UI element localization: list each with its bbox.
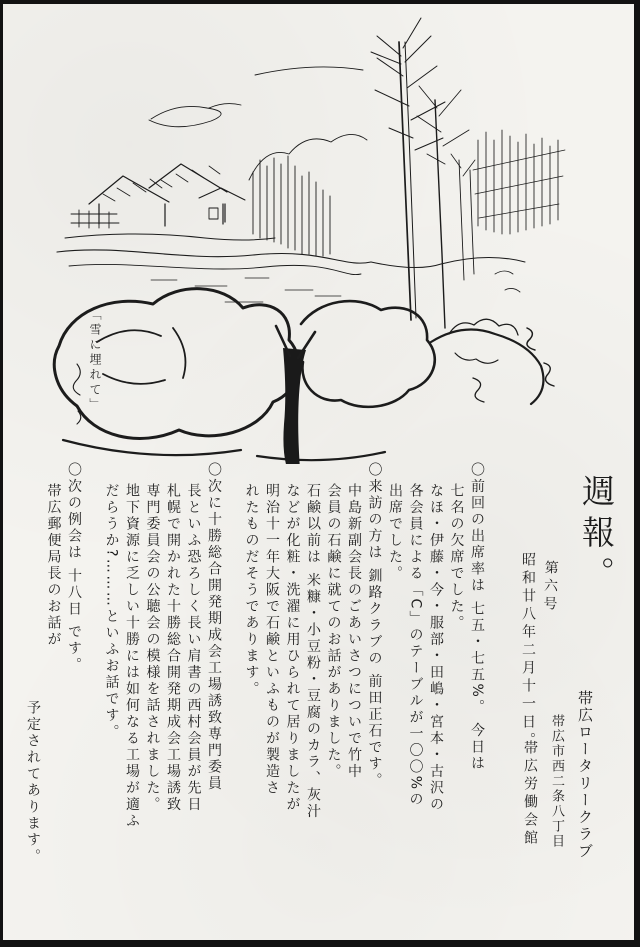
text-column: 七名の欠席でした。 <box>448 483 465 632</box>
stream <box>57 250 525 302</box>
bulletin-title: 週報。 <box>577 474 616 597</box>
artist-signature-scribble <box>73 364 80 424</box>
text-column: 予定されてあります。 <box>25 700 41 865</box>
text-column: 中島新副会長のごあいさつについで竹中 <box>346 483 362 780</box>
text-column: 明治十一年大阪で石鹸といふものが製造さ <box>264 483 280 797</box>
club-name: 帯広ロータリークラブ <box>576 690 594 860</box>
meeting-venue: 帯広労働会館 <box>522 740 538 848</box>
bare-trees <box>371 18 475 328</box>
text-column: 会員の石鹸に就てのお話がありました。 <box>325 483 342 780</box>
text-column: 長といふ恐ろしく長い肩書の西村会員が先日 <box>185 483 202 813</box>
text-column: 〇次の例会は 十八日 です。 <box>66 462 82 674</box>
text-column: 出席でした。 <box>387 483 403 582</box>
right-hatched-trees <box>473 130 565 234</box>
text-column: なほ・伊藤・今・服部・田嶋・宮本・古沢の <box>428 483 444 813</box>
issue-date: 昭和廿八年二月十一日。 <box>520 552 536 750</box>
text-column: 〇次に十勝総合開発期成会工場誘致専門委員 <box>206 462 222 792</box>
text-column: などが化粧・洗濯に用ひられて居りましたが <box>284 483 301 813</box>
center-brush-trees <box>249 134 367 256</box>
text-column: だらうか?………といふお話です。 <box>103 483 120 741</box>
club-address: 帯広市西二条八丁目 <box>549 714 564 849</box>
issue-number: 第六号 <box>541 559 559 615</box>
body-text-columns <box>25 462 487 946</box>
text-column: 帯広郵便局長のお話が <box>45 483 62 648</box>
text-column: 石鹸以前は 米糠・小豆粉・豆腐のカラ、灰汁 <box>305 483 321 820</box>
village-houses <box>65 164 275 240</box>
cloud-strokes <box>149 67 363 127</box>
sketch-caption: 「雪に埋れて」 <box>88 308 102 413</box>
text-column: 〇前回の出席率は 七五・七五%。 今日は <box>469 462 485 773</box>
text-column: 札幌で開かれた十勝総合開発期成会工場誘致 <box>165 483 181 813</box>
text-column: 〇来訪の方は 釧路クラブの 前田正石です。 <box>366 462 383 790</box>
text-column: 専門委員会の公聴会の模様を話されました。 <box>144 483 161 813</box>
text-column: れたものだそうであります。 <box>243 483 260 698</box>
text-column: 各会員による「C」のテーブルが一〇〇%の <box>407 483 424 809</box>
text-column: 地下資源に乏しい十勝には如何なる工場が適ふ <box>124 483 140 830</box>
